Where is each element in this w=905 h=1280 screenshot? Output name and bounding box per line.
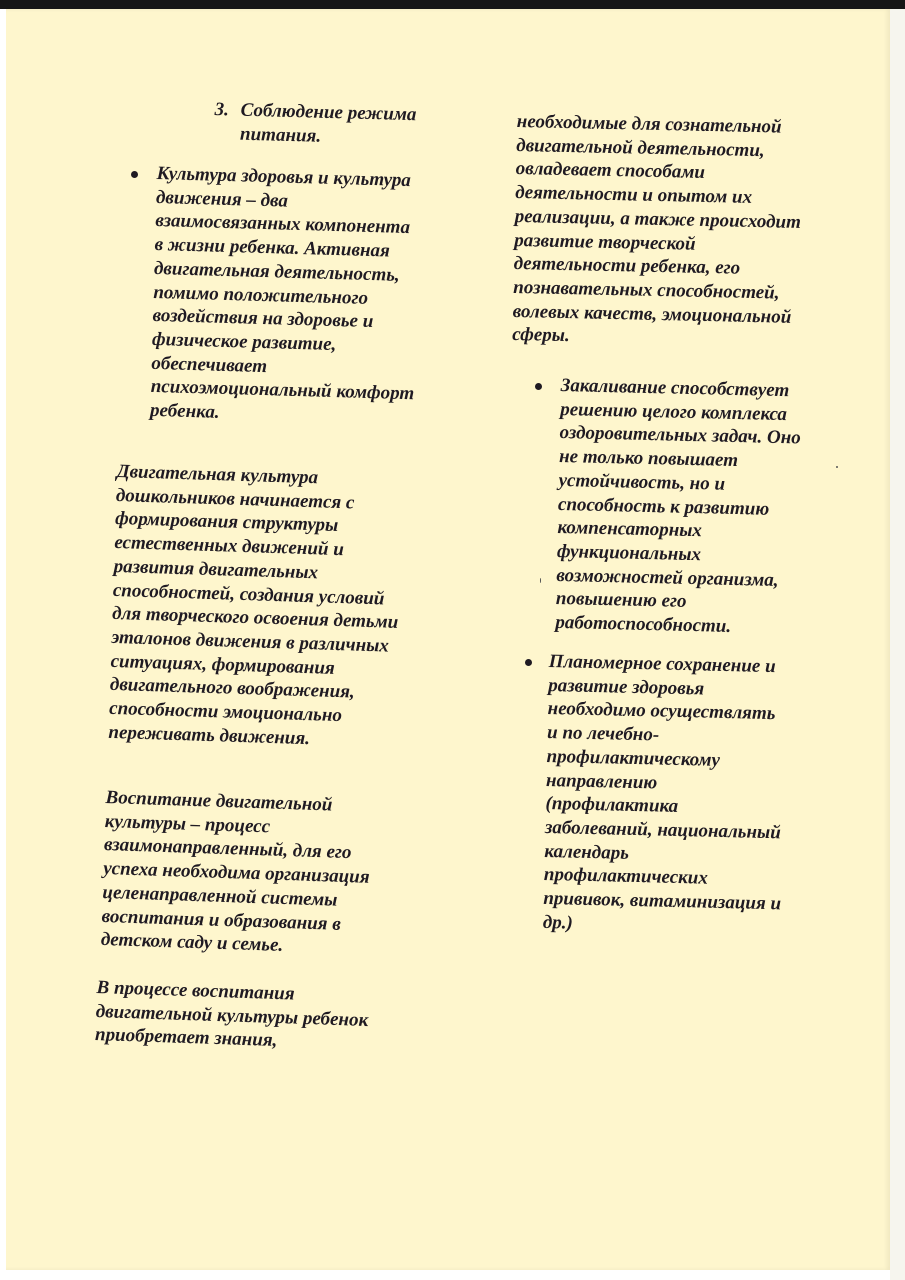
- left-paragraph-3: [95, 976, 370, 1056]
- text-line: успеха необходима организация: [102, 858, 370, 888]
- text-line: реализации, а также происходит: [514, 205, 802, 233]
- text-line: способности эмоционально: [108, 697, 343, 727]
- text-line: взаимосвязанных компонента: [155, 210, 411, 239]
- scan-speck: [836, 466, 838, 468]
- text-line: оздоровительных задач. Оно: [559, 422, 801, 449]
- text-line: календарь: [544, 840, 630, 864]
- scanner-right-margin: [890, 9, 905, 1280]
- text-line: направлению: [545, 769, 658, 794]
- text-line: воспитания и образования в: [101, 905, 342, 935]
- right-bullet-2: [555, 374, 802, 640]
- text-line: развитие творческой: [514, 229, 696, 255]
- text-line: двигательного воображения,: [109, 674, 356, 703]
- text-line: необходимые для сознательной: [516, 110, 782, 138]
- heading-text: питания.: [239, 123, 322, 147]
- text-line: деятельности ребенка, его: [513, 253, 741, 279]
- left-heading: [214, 98, 417, 151]
- text-line: др.): [542, 911, 574, 934]
- text-line: устойчивость, но и: [558, 469, 726, 495]
- heading-text: Соблюдение режима: [240, 99, 417, 126]
- text-line: детском саду и семье.: [100, 929, 284, 957]
- text-line: способность к развитию: [557, 493, 770, 520]
- heading-number: 3.: [214, 98, 230, 121]
- text-line: решению целого комплекса: [559, 398, 788, 425]
- scan-speck: [540, 578, 541, 583]
- text-line: двигательная деятельность,: [153, 257, 401, 286]
- left-bullet-1: [150, 162, 421, 430]
- text-line: культуры – процесс: [104, 810, 271, 838]
- text-line: заболеваний, национальный: [544, 816, 782, 844]
- text-line: способностей, создания условий: [112, 579, 385, 609]
- text-line: необходимо осуществлять: [547, 698, 776, 725]
- text-line: компенсаторных: [557, 517, 703, 542]
- text-line: и по лечебно-: [546, 722, 660, 746]
- bullet-dot: [535, 383, 542, 390]
- text-line: возможностей организма,: [556, 564, 779, 591]
- text-line: переживать движения.: [108, 721, 311, 749]
- text-line: прививок, витаминизация и: [543, 887, 782, 915]
- text-line: взаимонаправленный, для его: [103, 834, 352, 864]
- text-line: Культура здоровья и культура: [156, 162, 412, 192]
- text-line: Закаливание способствует: [560, 374, 790, 402]
- text-line: Двигательная культура: [116, 460, 319, 489]
- text-line: воздействия на здоровье и: [152, 305, 374, 333]
- text-line: движения – два: [155, 186, 289, 212]
- text-line: ребенка.: [149, 399, 220, 423]
- text-line: приобретает знания,: [94, 1024, 278, 1052]
- text-line: психоэмоциональный комфорт: [150, 376, 415, 405]
- scanner-top-edge: [0, 0, 905, 9]
- text-line: естественных движений и: [114, 532, 345, 561]
- text-line: овладевает способами: [515, 158, 706, 184]
- right-paragraph-continued: [512, 110, 803, 353]
- text-line: в жизни ребенка. Активная: [154, 234, 391, 262]
- text-line: развития двигательных: [113, 555, 319, 584]
- text-line: эталонов движения в различных: [111, 626, 390, 657]
- text-line: не только повышает: [558, 446, 739, 472]
- text-line: развитие здоровья: [547, 674, 705, 700]
- text-line: формирования структуры: [114, 508, 339, 537]
- left-paragraph-1: [108, 460, 403, 753]
- text-line: обеспечивает: [151, 352, 268, 377]
- text-line: физическое развитие,: [151, 328, 337, 355]
- left-paragraph-2: [100, 786, 372, 961]
- text-line: Воспитание двигательной: [105, 786, 333, 816]
- text-line: двигательной деятельности,: [516, 134, 765, 161]
- text-line: работоспособности.: [555, 611, 732, 637]
- text-line: волевых качеств, эмоциональной: [512, 300, 792, 328]
- text-line: (профилактика: [545, 793, 679, 818]
- bullet-dot: [525, 659, 532, 666]
- text-line: сферы.: [512, 324, 570, 347]
- text-line: целенаправленной системы: [102, 881, 338, 911]
- bullet-dot: [131, 171, 138, 178]
- text-line: повышению его: [555, 588, 687, 613]
- text-line: деятельности и опытом их: [515, 182, 753, 209]
- text-line: познавательных способностей,: [513, 276, 780, 304]
- text-line: двигательной культуры ребенок: [95, 1000, 369, 1031]
- text-line: помимо положительного: [153, 281, 369, 309]
- text-line: Планомерное сохранение и: [548, 650, 776, 678]
- text-line: для творческого освоения детьми: [111, 603, 399, 634]
- text-line: дошкольников начинается с: [115, 484, 355, 514]
- text-line: функциональных: [556, 540, 702, 566]
- right-bullet-3: [543, 650, 787, 940]
- text-line: профилактических: [543, 864, 709, 889]
- text-line: ситуациях, формирования: [110, 650, 336, 679]
- text-line: профилактическому: [546, 745, 721, 771]
- text-line: В процессе воспитания: [96, 976, 295, 1005]
